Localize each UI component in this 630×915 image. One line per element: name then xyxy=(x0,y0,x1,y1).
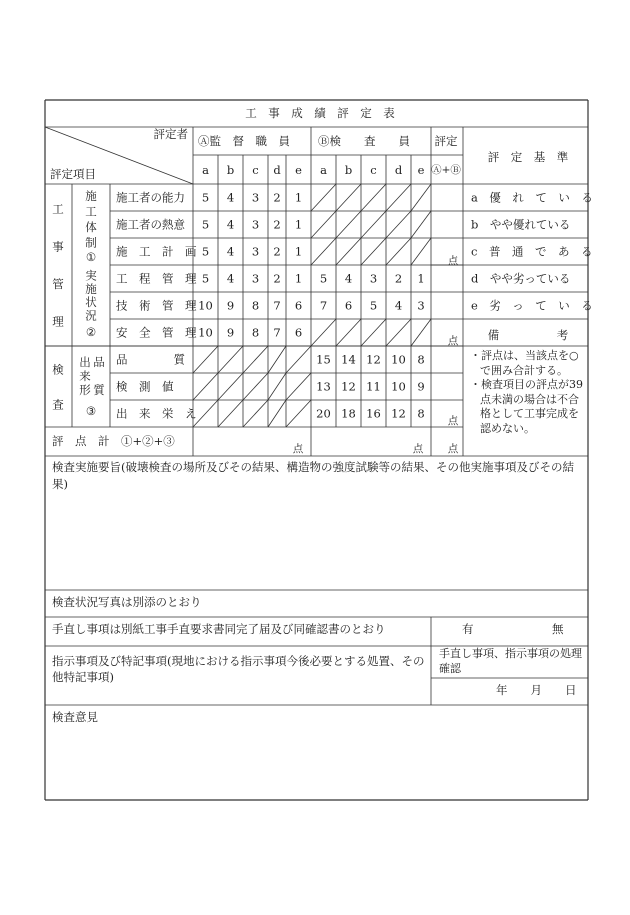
score-cell[interactable]: 1 xyxy=(294,244,303,259)
rating-point-3: 点 xyxy=(447,415,459,427)
group-koji: 理 xyxy=(52,314,64,329)
group-dekigata: 来 xyxy=(79,369,91,383)
grade-letter: a xyxy=(202,163,209,177)
score-cell[interactable]: 8 xyxy=(417,352,425,367)
score-cell[interactable]: 4 xyxy=(226,271,235,286)
group-jokyo: 状 xyxy=(85,295,97,310)
group-jokyo: 実 xyxy=(85,268,97,283)
score-cell[interactable]: 18 xyxy=(341,406,356,421)
grade-letter: b xyxy=(226,163,235,177)
score-cell[interactable]: 9 xyxy=(226,298,235,313)
score-cell[interactable]: 10 xyxy=(391,379,406,394)
blank-cell-diagonal xyxy=(336,238,361,265)
group-dekigata: 質 xyxy=(93,383,105,397)
blank-cell-diagonal xyxy=(361,319,386,346)
evaluator-label: 評定者 xyxy=(153,127,188,141)
fix-confirm: 手直し事項、指示事項の処理確認 xyxy=(439,647,582,675)
rating-point-1: 点 xyxy=(447,255,459,267)
rating-sum-header: Ⓐ+Ⓑ xyxy=(431,164,461,176)
blank-cell-diagonal xyxy=(311,319,336,346)
blank-cell-diagonal xyxy=(268,346,286,373)
opinion-label: 検査意見 xyxy=(52,710,98,724)
score-cell[interactable]: 6 xyxy=(344,298,353,313)
supervisor-header: Ⓐ監 督 職 員 xyxy=(198,134,290,148)
photos-note: 検査状況写真は別添のとおり xyxy=(52,595,202,609)
rating-header: 評定 xyxy=(434,134,458,148)
score-cell[interactable]: 1 xyxy=(417,271,425,286)
group-taisei-no: ① xyxy=(85,250,97,264)
score-cell[interactable]: 9 xyxy=(226,325,235,340)
group-koji: 事 xyxy=(52,239,64,254)
group-jokyo: 況 xyxy=(85,308,97,323)
blank-cell-diagonal xyxy=(311,211,336,238)
score-cell[interactable]: 5 xyxy=(201,217,210,232)
item-label: 評定項目 xyxy=(50,167,96,181)
blank-cell-diagonal xyxy=(311,238,336,265)
total-point-b: 点 xyxy=(412,443,424,455)
group-kensa: 査 xyxy=(52,397,64,412)
group-jokyo-no: ② xyxy=(85,325,97,339)
score-cell[interactable]: 10 xyxy=(198,325,213,340)
blank-cell-diagonal xyxy=(411,238,431,265)
criteria-header: 評 定 基 準 xyxy=(487,150,569,164)
remarks-title: 備 考 xyxy=(487,328,569,342)
score-cell[interactable]: 4 xyxy=(226,244,235,259)
score-cell[interactable]: 2 xyxy=(273,190,281,205)
score-cell[interactable]: 3 xyxy=(251,190,260,205)
grade-letter-row xyxy=(202,163,425,177)
grade-letter: c xyxy=(252,163,259,177)
group-dekigata: 形 xyxy=(79,383,91,397)
score-rows xyxy=(116,184,431,427)
total-label: 評 点 計 ①+②+③ xyxy=(52,434,175,448)
score-cell[interactable]: 10 xyxy=(198,298,213,313)
score-cell[interactable]: 7 xyxy=(273,298,281,313)
blank-cell-diagonal xyxy=(193,373,218,400)
criteria-list xyxy=(471,191,593,313)
fix-exists: 有 xyxy=(462,622,474,636)
score-cell[interactable]: 11 xyxy=(366,379,381,394)
blank-cell-diagonal xyxy=(311,184,336,211)
score-cell[interactable]: 2 xyxy=(273,217,281,232)
grade-letter: b xyxy=(344,163,353,177)
rating-point-2: 点 xyxy=(447,335,459,347)
blank-cell-diagonal xyxy=(286,346,311,373)
blank-cell-diagonal xyxy=(336,319,361,346)
blank-cell-diagonal xyxy=(361,211,386,238)
score-cell[interactable]: 3 xyxy=(417,298,425,313)
blank-cell-diagonal xyxy=(386,184,411,211)
grade-letter: e xyxy=(295,163,302,177)
criteria-item: a 優 れ て い る xyxy=(471,190,593,205)
grade-letter: a xyxy=(320,163,327,177)
score-cell[interactable]: 12 xyxy=(341,379,356,394)
score-cell[interactable]: 10 xyxy=(391,352,406,367)
score-cell[interactable]: 6 xyxy=(294,298,303,313)
inspection-summary: 検査実施要旨(破壊検査の場所及びその結果、構造物の強度試験等の結果、その他実施事項及びその結果) xyxy=(52,460,574,491)
score-cell[interactable]: 16 xyxy=(366,406,381,421)
score-cell[interactable]: 14 xyxy=(341,352,356,367)
remarks-notes xyxy=(470,349,588,436)
row-label: 施 工 計 画 xyxy=(116,244,197,259)
group-taisei: 制 xyxy=(85,235,97,250)
row-label: 施工者の熱意 xyxy=(116,217,185,232)
group-jokyo: 施 xyxy=(85,281,97,296)
blank-cell-diagonal xyxy=(193,400,218,427)
criteria-item: c 普 通 で あ る xyxy=(471,244,593,259)
score-cell[interactable]: 8 xyxy=(417,406,425,421)
blank-cell-diagonal xyxy=(361,238,386,265)
row-label: 出 来 栄 え xyxy=(116,406,197,421)
score-cell[interactable]: 13 xyxy=(316,379,331,394)
blank-cell-diagonal xyxy=(193,346,218,373)
inspector-header: Ⓑ検 査 員 xyxy=(318,134,410,148)
score-cell[interactable]: 5 xyxy=(369,298,378,313)
group-labels xyxy=(52,189,105,418)
score-cell[interactable]: 3 xyxy=(251,217,260,232)
grade-letter: e xyxy=(417,163,425,177)
score-cell[interactable]: 5 xyxy=(201,271,210,286)
blank-cell-diagonal xyxy=(286,400,311,427)
blank-cell-diagonal xyxy=(218,346,243,373)
row-label: 技 術 管 理 xyxy=(116,298,197,313)
blank-cell-diagonal xyxy=(361,184,386,211)
score-cell[interactable]: 4 xyxy=(394,298,403,313)
score-cell[interactable]: 1 xyxy=(294,190,303,205)
row-label: 検 測 値 xyxy=(116,379,174,394)
group-dekigata: 出 xyxy=(79,355,91,369)
grade-letter: d xyxy=(394,163,403,177)
group-taisei: 体 xyxy=(85,219,97,234)
score-cell[interactable]: 2 xyxy=(273,244,281,259)
total-point-a: 点 xyxy=(292,443,304,455)
row-label: 施工者の能力 xyxy=(116,190,185,205)
group-taisei: 工 xyxy=(85,204,97,219)
score-cell[interactable]: 4 xyxy=(344,271,353,286)
blank-cell-diagonal xyxy=(411,211,431,238)
date-label: 年 月 日 xyxy=(496,683,577,697)
score-cell[interactable]: 20 xyxy=(316,406,331,421)
criteria-item: e 劣 っ て い る xyxy=(471,298,593,313)
group-kensa: 検 xyxy=(52,362,64,377)
blank-cell-diagonal xyxy=(386,319,411,346)
score-cell[interactable]: 7 xyxy=(319,298,328,313)
score-cell[interactable]: 8 xyxy=(251,298,260,313)
score-cell[interactable]: 5 xyxy=(319,271,328,286)
criteria-item: d やや劣っている xyxy=(471,271,571,286)
score-cell[interactable]: 5 xyxy=(201,244,210,259)
blank-cell-diagonal xyxy=(336,211,361,238)
remark-2: ・検査項目の評点が39点未満の場合は不合格として工事完成を認めない。 xyxy=(470,378,583,435)
blank-cell-diagonal xyxy=(386,238,411,265)
score-cell[interactable]: 12 xyxy=(366,352,381,367)
score-cell[interactable]: 3 xyxy=(251,271,260,286)
blank-cell-diagonal xyxy=(268,373,286,400)
group-taisei: 施 xyxy=(85,188,97,203)
row-label: 工 程 管 理 xyxy=(116,271,197,286)
group-dekigata-no: ③ xyxy=(85,404,97,418)
score-cell[interactable]: 9 xyxy=(417,379,425,394)
score-cell[interactable]: 4 xyxy=(226,190,235,205)
blank-cell-diagonal xyxy=(243,373,268,400)
blank-cell-diagonal xyxy=(411,184,431,211)
blank-cell-diagonal xyxy=(268,400,286,427)
row-label: 安 全 管 理 xyxy=(116,325,197,340)
blank-cell-diagonal xyxy=(243,346,268,373)
instruction-note: 指示事項及び特記事項(現地における指示事項今後必要とする処置、その他特記事項) xyxy=(52,654,425,684)
score-cell[interactable]: 4 xyxy=(226,217,235,232)
total-point-sum: 点 xyxy=(447,443,459,455)
score-cell[interactable]: 3 xyxy=(369,271,378,286)
group-dekigata: 品 xyxy=(93,355,105,369)
blank-cell-diagonal xyxy=(386,211,411,238)
blank-cell-diagonal xyxy=(243,400,268,427)
blank-cell-diagonal xyxy=(286,373,311,400)
blank-cell-diagonal xyxy=(411,319,431,346)
fix-note: 手直し事項は別紙工事手直要求書同完了届及び同確認書のとおり xyxy=(52,622,386,636)
score-cell[interactable]: 3 xyxy=(251,244,260,259)
blank-cell-diagonal xyxy=(218,400,243,427)
score-cell[interactable]: 1 xyxy=(294,271,303,286)
remark-1: ・評点は、当該点を○で囲み合計する。 xyxy=(470,349,579,377)
group-koji: 管 xyxy=(52,276,64,291)
criteria-item: b やや優れている xyxy=(471,217,571,232)
score-cell[interactable]: 12 xyxy=(391,406,406,421)
score-cell[interactable]: 2 xyxy=(273,271,281,286)
score-cell[interactable]: 5 xyxy=(201,190,210,205)
score-cell[interactable]: 1 xyxy=(294,217,303,232)
score-cell[interactable]: 8 xyxy=(251,325,260,340)
blank-cell-diagonal xyxy=(336,184,361,211)
score-cell[interactable]: 6 xyxy=(294,325,303,340)
blank-cell-diagonal xyxy=(218,373,243,400)
row-label: 品 質 xyxy=(116,352,185,367)
form-title: 工 事 成 績 評 定 表 xyxy=(245,106,395,120)
fix-none: 無 xyxy=(552,622,564,636)
grade-letter: c xyxy=(370,163,377,177)
score-cell[interactable]: 15 xyxy=(316,352,331,367)
score-cell[interactable]: 2 xyxy=(394,271,403,286)
score-cell[interactable]: 7 xyxy=(273,325,281,340)
group-koji: 工 xyxy=(52,201,64,216)
grade-letter: d xyxy=(273,163,281,177)
